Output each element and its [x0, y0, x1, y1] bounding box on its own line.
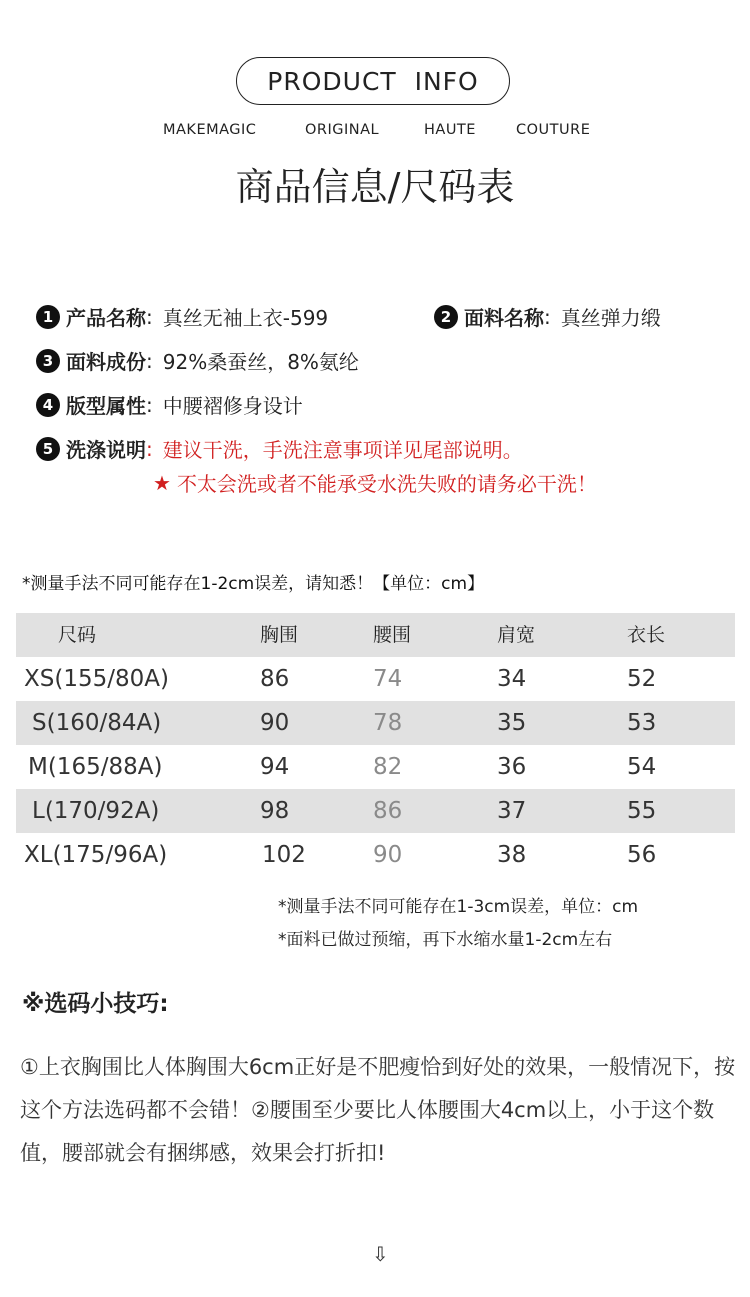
info-value: 建议干洗，手洗注意事项详见尾部说明。 — [162, 438, 523, 462]
star-icon: ★ — [153, 470, 171, 495]
info-washing — [36, 434, 523, 463]
product-info-badge-text: PRODUCT INFO — [267, 66, 479, 96]
arrow-down-icon: ⇩ — [372, 1242, 389, 1266]
cell-shoulder: 36 — [497, 754, 527, 780]
footnote-shrinkage: *面料已做过预缩，再下水缩水量1-2cm左右 — [278, 930, 613, 950]
subtitle-original: ORIGINAL — [305, 122, 380, 138]
cell-size: XS(155/80A) — [24, 666, 169, 692]
number-3-icon: 3 — [36, 349, 60, 373]
cell-bust: 86 — [260, 666, 290, 692]
info-value: 92%桑蚕丝，8%氨纶 — [162, 350, 359, 374]
cell-length: 52 — [627, 666, 657, 692]
info-separator: : — [544, 304, 551, 329]
info-value: 真丝无袖上衣-599 — [162, 306, 329, 330]
cell-shoulder: 38 — [497, 842, 527, 868]
cell-size: S(160/84A) — [32, 710, 162, 736]
info-label: 产品名称 — [66, 306, 146, 330]
header-waist: 腰围 — [373, 624, 412, 646]
footnote-measurement: *测量手法不同可能存在1-3cm误差，单位：cm — [278, 897, 639, 917]
info-label: 面料名称 — [464, 306, 544, 330]
cell-size: XL(175/96A) — [24, 842, 168, 868]
number-2-icon: 2 — [434, 305, 458, 329]
cell-length: 56 — [627, 842, 657, 868]
cell-bust: 102 — [262, 842, 306, 868]
cell-length: 54 — [627, 754, 657, 780]
header-size: 尺码 — [58, 624, 97, 646]
cell-shoulder: 37 — [497, 798, 527, 824]
info-fabric-composition — [36, 346, 359, 375]
info-product-name — [36, 302, 328, 331]
washing-warning-text: 不太会洗或者不能承受水洗失败的请务必干洗！ — [176, 472, 597, 496]
cell-waist: 90 — [373, 842, 403, 868]
cell-length: 53 — [627, 710, 657, 736]
cell-waist: 74 — [373, 666, 403, 692]
tips-body: ①上衣胸围比人体胸围大6cm正好是不肥瘦恰到好处的效果，一般情况下，按这个方法选码都不会错！②腰围至少要比人体腰围大4cm以上，小于这个数值，腰部就会有捆绑感，效果会打折扣! — [20, 1055, 736, 1165]
number-4-icon: 4 — [36, 393, 60, 417]
table-header-row — [16, 613, 735, 657]
cell-shoulder: 35 — [497, 710, 527, 736]
info-label: 版型属性 — [66, 394, 146, 418]
info-separator: : — [146, 436, 153, 461]
cell-shoulder: 34 — [497, 666, 527, 692]
subtitle-couture: COUTURE — [516, 122, 591, 138]
page-title: 商品信息/尺码表 — [235, 165, 515, 209]
cell-waist: 78 — [373, 710, 403, 736]
number-5-icon: 5 — [36, 437, 60, 461]
size-table — [16, 613, 735, 877]
product-info-badge — [236, 57, 510, 105]
cell-waist: 86 — [373, 798, 403, 824]
info-separator: : — [146, 392, 153, 417]
header-bust: 胸围 — [260, 624, 299, 646]
info-separator: : — [146, 304, 153, 329]
cell-size: L(170/92A) — [32, 798, 160, 824]
table-row — [16, 745, 735, 789]
info-value: 真丝弹力缎 — [560, 306, 661, 330]
subtitle-makemagic: MAKEMAGIC — [163, 122, 257, 138]
table-row — [16, 789, 735, 833]
cell-bust: 94 — [260, 754, 290, 780]
cell-length: 55 — [627, 798, 657, 824]
cell-bust: 98 — [260, 798, 290, 824]
header-shoulder: 肩宽 — [497, 624, 536, 646]
tips-heading: ※选码小技巧: — [22, 991, 169, 1017]
info-label: 洗涤说明 — [66, 438, 146, 462]
cell-bust: 90 — [260, 710, 290, 736]
number-1-icon: 1 — [36, 305, 60, 329]
cell-size: M(165/88A) — [28, 754, 163, 780]
table-row — [16, 657, 735, 701]
info-fabric-name — [434, 302, 661, 331]
cell-waist: 82 — [373, 754, 403, 780]
info-label: 面料成份 — [66, 350, 146, 374]
table-row — [16, 833, 735, 877]
table-row — [16, 701, 735, 745]
info-separator: : — [146, 348, 153, 373]
info-value: 中腰褶修身设计 — [162, 394, 303, 418]
subtitle-haute: HAUTE — [424, 122, 476, 138]
header-length: 衣长 — [627, 624, 666, 646]
washing-warning — [153, 468, 597, 497]
measurement-note: *测量手法不同可能存在1-2cm误差，请知悉！【单位：cm】 — [22, 574, 485, 594]
info-fit — [36, 390, 303, 419]
